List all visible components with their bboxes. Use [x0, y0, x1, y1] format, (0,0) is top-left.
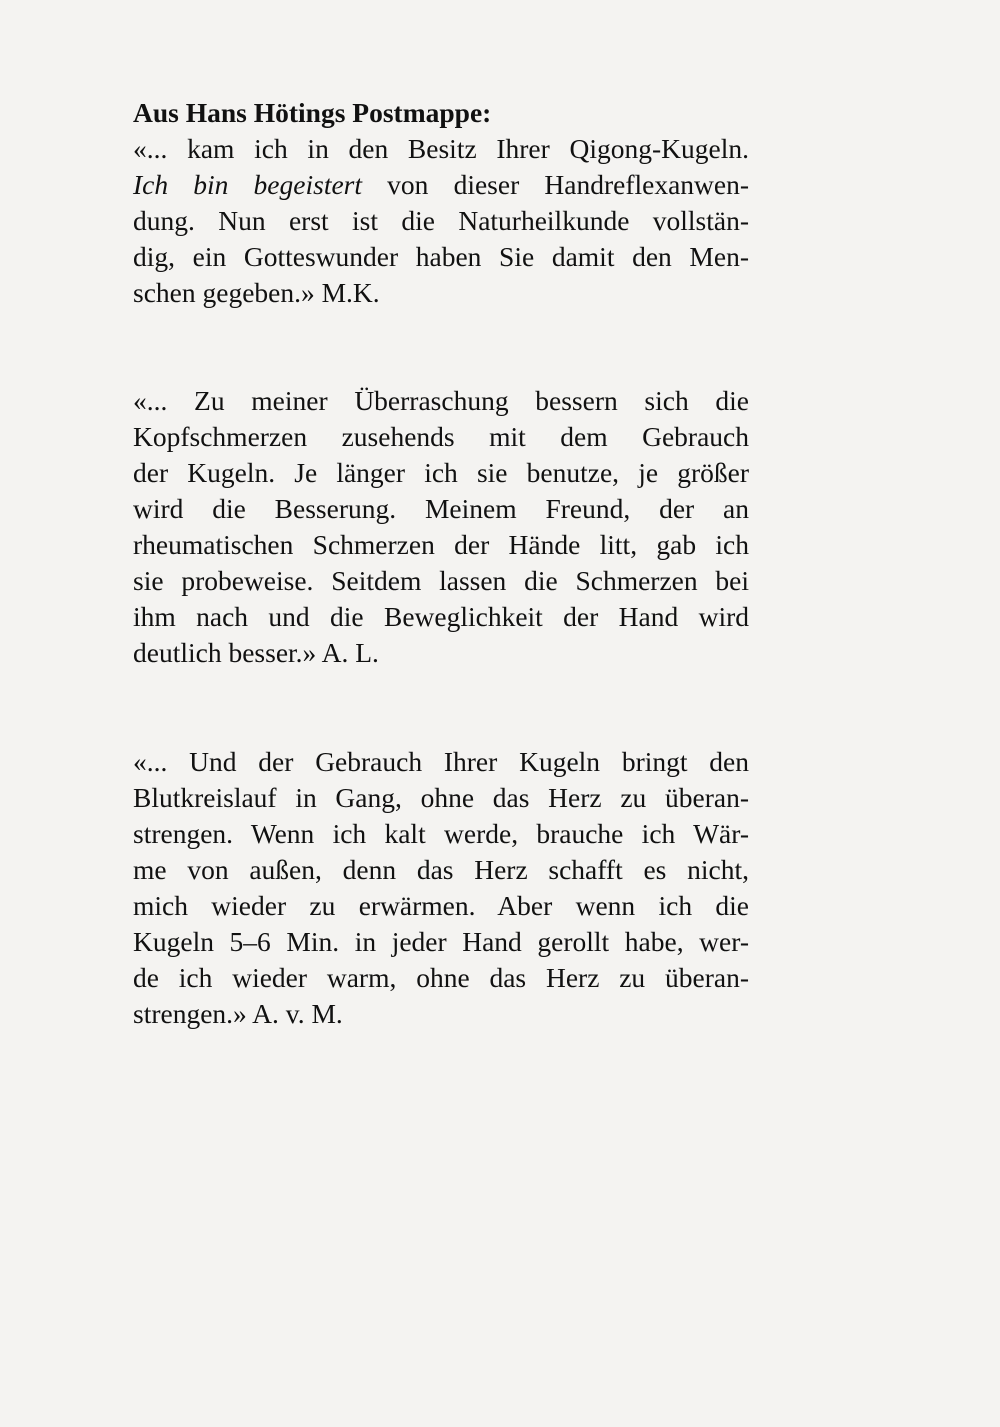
text-line: de ich wieder warm, ohne das Herz zu überan-	[133, 962, 749, 993]
text-line: strengen. Wenn ich kalt werde, brauche ich Wär-	[133, 818, 749, 849]
emphasis-text: Ich bin begeistert	[133, 169, 363, 200]
text-line: deutlich besser.» A. L.	[133, 637, 379, 668]
section-heading: Aus Hans Hötings Postmappe:	[133, 97, 492, 128]
text-line: dig, ein Gotteswunder haben Sie damit den Men-	[133, 241, 749, 272]
text-line: mich wieder zu erwärmen. Aber wenn ich die	[133, 890, 749, 921]
text-line: sie probeweise. Seitdem lassen die Schmerzen bei	[133, 565, 749, 596]
text-line: der Kugeln. Je länger ich sie benutze, je größer	[133, 457, 749, 488]
text-line: Kugeln 5–6 Min. in jeder Hand gerollt habe, wer-	[133, 926, 749, 957]
letter-3	[133, 744, 749, 1032]
text-line: rheumatischen Schmerzen der Hände litt, gab ich	[133, 529, 749, 560]
text-segment: von dieser Handreflexanwen-	[362, 169, 749, 200]
text-line: ihm nach und die Beweglichkeit der Hand wird	[133, 601, 749, 632]
text-line: wird die Besserung. Meinem Freund, der an	[133, 493, 749, 524]
text-line: schen gegeben.» M.K.	[133, 277, 380, 308]
text-line	[133, 167, 749, 203]
text-line: Blutkreislauf in Gang, ohne das Herz zu überan-	[133, 782, 749, 813]
letter-1	[133, 95, 749, 311]
letter-2	[133, 383, 749, 671]
text-line: «... Zu meiner Überraschung bessern sich die	[133, 385, 749, 416]
text-line: strengen.» A. v. M.	[133, 998, 343, 1029]
text-line: me von außen, denn das Herz schafft es nicht,	[133, 854, 749, 885]
text-line: «... Und der Gebrauch Ihrer Kugeln bringt den	[133, 746, 749, 777]
text-line: Kopfschmerzen zusehends mit dem Gebrauch	[133, 421, 749, 452]
text-line: «... kam ich in den Besitz Ihrer Qigong-Kugeln.	[133, 133, 749, 164]
text-line: dung. Nun erst ist die Naturheilkunde vollstän-	[133, 205, 749, 236]
